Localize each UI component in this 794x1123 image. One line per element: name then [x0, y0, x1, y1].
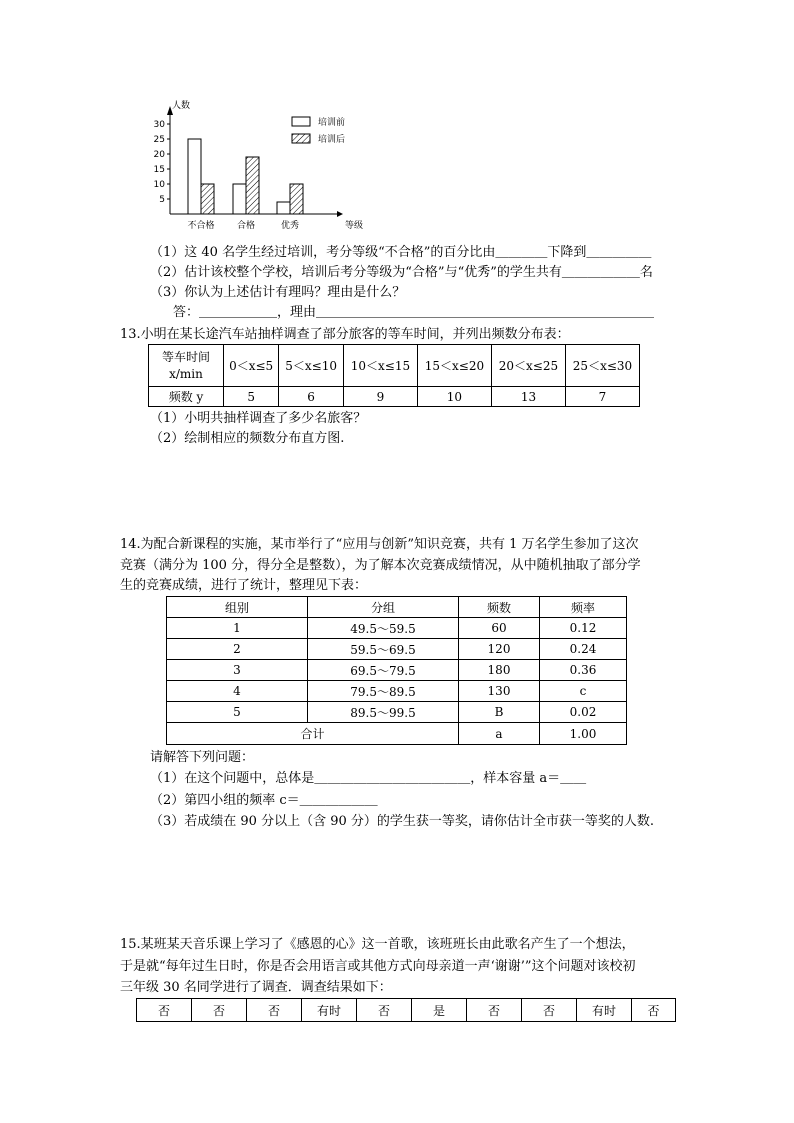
bar [246, 157, 259, 214]
x-axis-label: 等级 [345, 221, 364, 230]
y-tick-label: 15 [153, 165, 165, 175]
y-tick-label: 20 [153, 150, 165, 160]
cell: 79.5～89.5 [308, 681, 459, 702]
table-total-row [167, 723, 627, 745]
q13-freq: 7 [565, 387, 639, 407]
x-tick-label: 合格 [236, 221, 256, 230]
q13-interval: 0＜x≤5 [224, 345, 279, 387]
cell: 130 [459, 681, 540, 702]
x-tick-label: 优秀 [280, 221, 300, 230]
table-row [137, 999, 676, 1022]
q13-row1-header: 等车时间 x/min [149, 345, 224, 387]
y-tick-label: 5 [159, 195, 165, 205]
bar [188, 139, 201, 214]
q14-sub2: （2）第四小组的频率 c＝＿＿＿＿＿＿ [150, 793, 378, 808]
q13-sub1: （1）小明共抽样调查了多少名旅客？ [150, 411, 367, 426]
y-tick-label: 10 [153, 180, 165, 190]
cell: 否 [467, 999, 522, 1022]
q13-freq: 5 [224, 387, 279, 407]
cell: 120 [459, 639, 540, 660]
q13-interval: 5＜x≤10 [279, 345, 344, 387]
cell: 否 [357, 999, 412, 1022]
q14-header: 频数 [459, 597, 540, 618]
x-axis-arrow [337, 211, 343, 217]
cell: 59.5～69.5 [308, 639, 459, 660]
q13-interval: 10＜x≤15 [343, 345, 417, 387]
q15-line1: 15.某班某天音乐课上学习了《感恩的心》这一首歌，该班班长由此歌名产生了一个想法， [120, 937, 635, 952]
bar [290, 184, 303, 214]
q15-table [136, 998, 676, 1022]
q13-interval: 15＜x≤20 [417, 345, 491, 387]
q13-row2-header: 频数 y [149, 387, 224, 407]
cell: B [459, 702, 540, 723]
legend-label: 培训后 [318, 135, 346, 145]
cell: 有时 [302, 999, 357, 1022]
cell: 是 [412, 999, 467, 1022]
q14-line3: 生的竞赛成绩，进行了统计，整理见下表： [120, 578, 368, 593]
q13-table [148, 344, 640, 407]
cell: 0.36 [540, 660, 627, 681]
q14-header: 组别 [167, 597, 308, 618]
q14-sub3: （3）若成绩在 90 分以上（含 90 分）的学生获一等奖，请你估计全市获一等奖的人数. [150, 814, 655, 829]
cell: 否 [632, 999, 676, 1022]
q13-stem: 13.小明在某长途汽车站抽样调查了部分旅客的等车时间，并列出频数分布表： [120, 327, 570, 342]
x-tick-label: 不合格 [187, 221, 215, 230]
bar [201, 184, 214, 214]
q12-sub3: （3）你认为上述估计有理吗？理由是什么？ [150, 285, 406, 300]
cell: 否 [247, 999, 302, 1022]
table-row [167, 639, 627, 660]
q13-sub2: （2）绘制相应的频数分布直方图. [150, 431, 345, 446]
table-row [167, 702, 627, 723]
legend-label: 培训前 [318, 118, 346, 128]
cell: 合计 [167, 723, 459, 745]
table-row [167, 660, 627, 681]
cell: 49.5～59.5 [308, 618, 459, 639]
q14-table [166, 596, 627, 745]
q12-sub1: （1）这 40 名学生经过培训，考分等级“不合格”的百分比由＿＿＿＿下降到＿＿＿＿＿ [150, 245, 652, 260]
cell: a [459, 723, 540, 745]
q14-sub1: （1）在这个问题中，总体是＿＿＿＿＿＿＿＿＿＿＿＿，样本容量 a＝＿＿ [150, 771, 587, 786]
cell: 60 [459, 618, 540, 639]
cell: 4 [167, 681, 308, 702]
cell: 否 [137, 999, 192, 1022]
bar-chart [140, 95, 380, 230]
q13-freq: 6 [279, 387, 344, 407]
cell: 89.5～99.5 [308, 702, 459, 723]
bar [277, 202, 290, 214]
cell: 0.02 [540, 702, 627, 723]
q14-line1: 14.为配合新课程的实施，某市举行了“应用与创新”知识竞赛，共有 1 万名学生参加了这次 [120, 537, 639, 552]
cell: 2 [167, 639, 308, 660]
q12-answer: 答：＿＿＿＿＿＿，理由＿＿＿＿＿＿＿＿＿＿＿＿＿＿＿＿＿＿＿＿＿＿＿＿＿＿ [173, 305, 655, 320]
q13-interval: 25＜x≤30 [565, 345, 639, 387]
table-row [167, 681, 627, 702]
table-row [167, 618, 627, 639]
cell: 69.5～79.5 [308, 660, 459, 681]
q13-freq: 9 [343, 387, 417, 407]
cell: 否 [192, 999, 247, 1022]
q14-line2: 竞赛（满分为 100 分，得分全是整数），为了解本次竞赛成绩情况，从中随机抽取了部分学 [120, 558, 641, 573]
cell: 1.00 [540, 723, 627, 745]
cell: 有时 [577, 999, 632, 1022]
q13-interval: 20＜x≤25 [491, 345, 565, 387]
cell: 0.24 [540, 639, 627, 660]
q14-prompt: 请解答下列问题： [150, 750, 255, 765]
cell: 3 [167, 660, 308, 681]
y-tick-label: 30 [153, 120, 165, 130]
q15-line2: 于是就“每年过生日时，你是否会用语言或其他方式向母亲道一声‘谢谢’”这个问题对该校初 [120, 959, 636, 974]
q14-header: 分组 [308, 597, 459, 618]
legend-swatch [292, 117, 310, 126]
q14-header: 频率 [540, 597, 627, 618]
q13-freq: 13 [491, 387, 565, 407]
bar [233, 184, 246, 214]
q12-sub2: （2）估计该校整个学校，培训后考分等级为“合格”与“优秀”的学生共有＿＿＿＿＿＿名 [150, 265, 653, 280]
q13-freq: 10 [417, 387, 491, 407]
cell: 180 [459, 660, 540, 681]
cell: c [540, 681, 627, 702]
q15-line3: 三年级 30 名同学进行了调查．调查结果如下： [120, 980, 392, 995]
cell: 1 [167, 618, 308, 639]
cell: 0.12 [540, 618, 627, 639]
cell: 否 [522, 999, 577, 1022]
y-tick-label: 25 [153, 135, 165, 145]
cell: 5 [167, 702, 308, 723]
y-axis-label: 人数 [172, 101, 191, 111]
legend-swatch [292, 134, 310, 143]
